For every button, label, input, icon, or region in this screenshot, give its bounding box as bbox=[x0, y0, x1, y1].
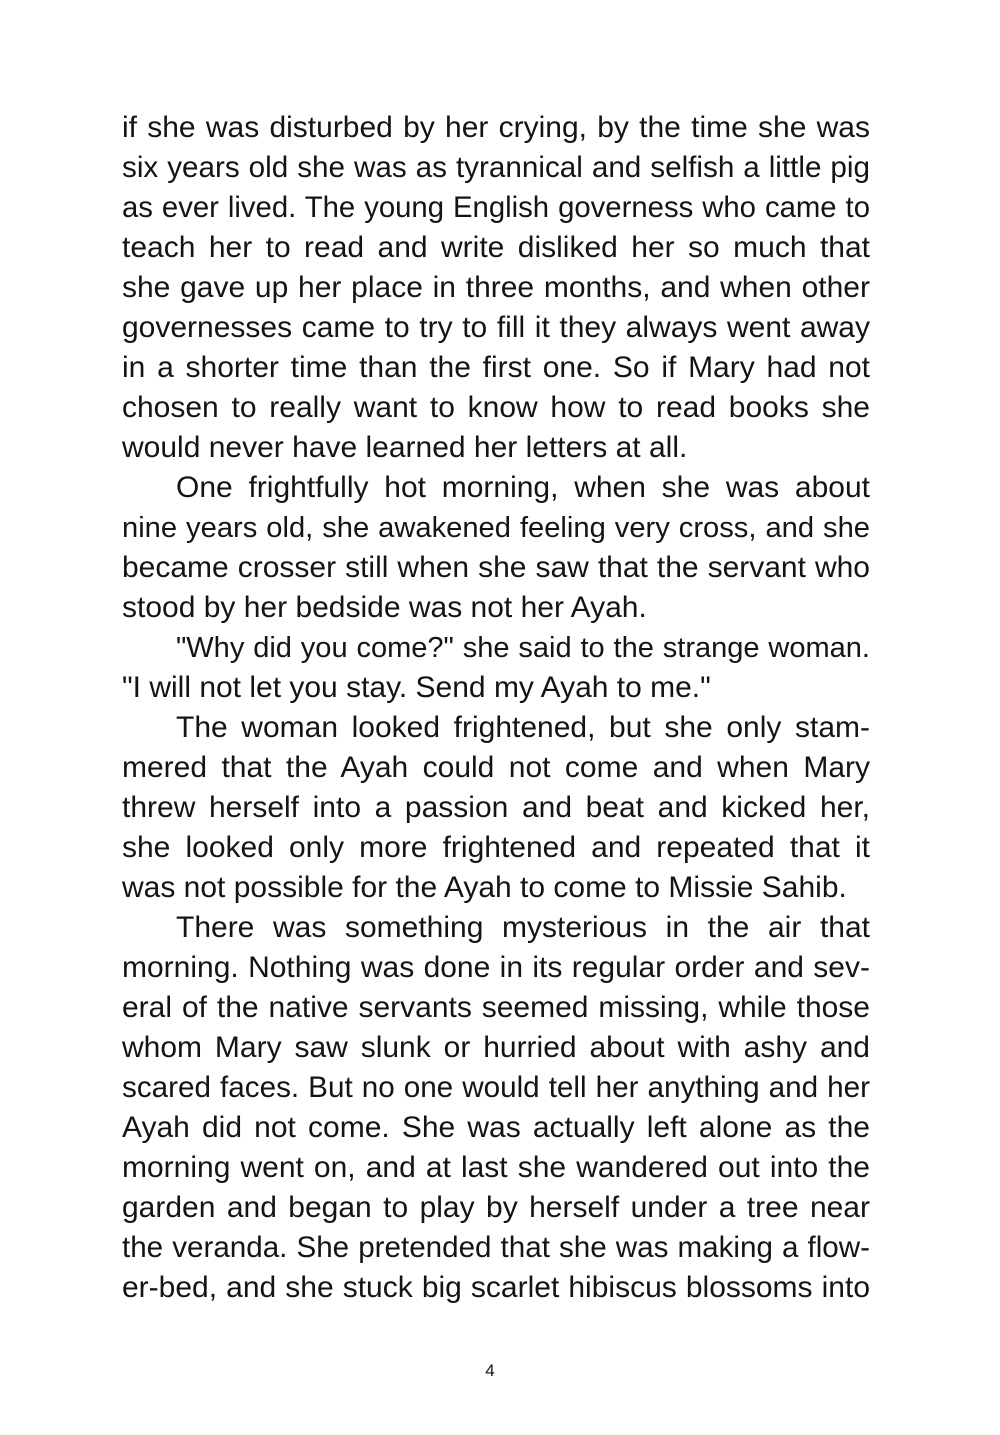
text-line: six years old she was as tyrannical and selfish a little pig bbox=[122, 151, 870, 184]
text-line: Ayah did not come. She was actually left alone as the bbox=[122, 1111, 870, 1144]
text-line: became crosser still when she saw that the servant who bbox=[122, 551, 870, 584]
text-line: er-bed, and she stuck big scarlet hibiscus blossoms into bbox=[122, 1271, 870, 1304]
text-line: "I will not let you stay. Send my Ayah to me." bbox=[122, 671, 711, 704]
text-line: scared faces. But no one would tell her anything and her bbox=[122, 1071, 870, 1104]
paragraph bbox=[122, 468, 870, 628]
text-line: governesses came to try to fill it they always went away bbox=[122, 311, 870, 344]
text-line: as ever lived. The young English governess who came to bbox=[122, 191, 870, 224]
text-line: whom Mary saw slunk or hurried about with ashy and bbox=[122, 1031, 870, 1064]
text-line: stood by her bedside was not her Ayah. bbox=[122, 591, 647, 624]
text-line: morning went on, and at last she wandered out into the bbox=[122, 1151, 870, 1184]
text-line: eral of the native servants seemed missing, while those bbox=[122, 991, 870, 1024]
text-line: mered that the Ayah could not come and when Mary bbox=[122, 751, 870, 784]
page-number: 4 bbox=[485, 1361, 495, 1380]
text-line: nine years old, she awakened feeling very cross, and she bbox=[122, 512, 870, 544]
text-line: One frightfully hot morning, when she was about bbox=[176, 471, 870, 504]
text-line: teach her to read and write disliked her so much that bbox=[122, 231, 870, 264]
text-line: "Why did you come?" she said to the strange woman. bbox=[176, 632, 870, 664]
text-line: was not possible for the Ayah to come to Missie Sahib. bbox=[122, 871, 847, 904]
text-line: she gave up her place in three months, and when other bbox=[122, 271, 870, 304]
paragraph bbox=[122, 628, 870, 708]
text-line: garden and began to play by herself under a tree near bbox=[122, 1191, 870, 1224]
text-line: morning. Nothing was done in its regular order and sev- bbox=[122, 951, 870, 984]
text-line: the veranda. She pretended that she was making a flow- bbox=[122, 1231, 870, 1264]
text-line: if she was disturbed by her crying, by the time she was bbox=[122, 111, 870, 144]
text-line: would never have learned her letters at all. bbox=[122, 431, 688, 464]
text-line: There was something mysterious in the air that bbox=[176, 911, 870, 944]
text-line: The woman looked frightened, but she only stam- bbox=[176, 711, 870, 744]
body-text bbox=[122, 108, 870, 1308]
text-line: she looked only more frightened and repeated that it bbox=[122, 831, 870, 864]
text-line: threw herself into a passion and beat and kicked her, bbox=[122, 791, 870, 824]
paragraph bbox=[122, 908, 870, 1308]
paragraph bbox=[122, 108, 870, 468]
text-line: in a shorter time than the first one. So if Mary had not bbox=[122, 351, 870, 384]
text-line: chosen to really want to know how to read books she bbox=[122, 391, 870, 424]
paragraph bbox=[122, 708, 870, 908]
